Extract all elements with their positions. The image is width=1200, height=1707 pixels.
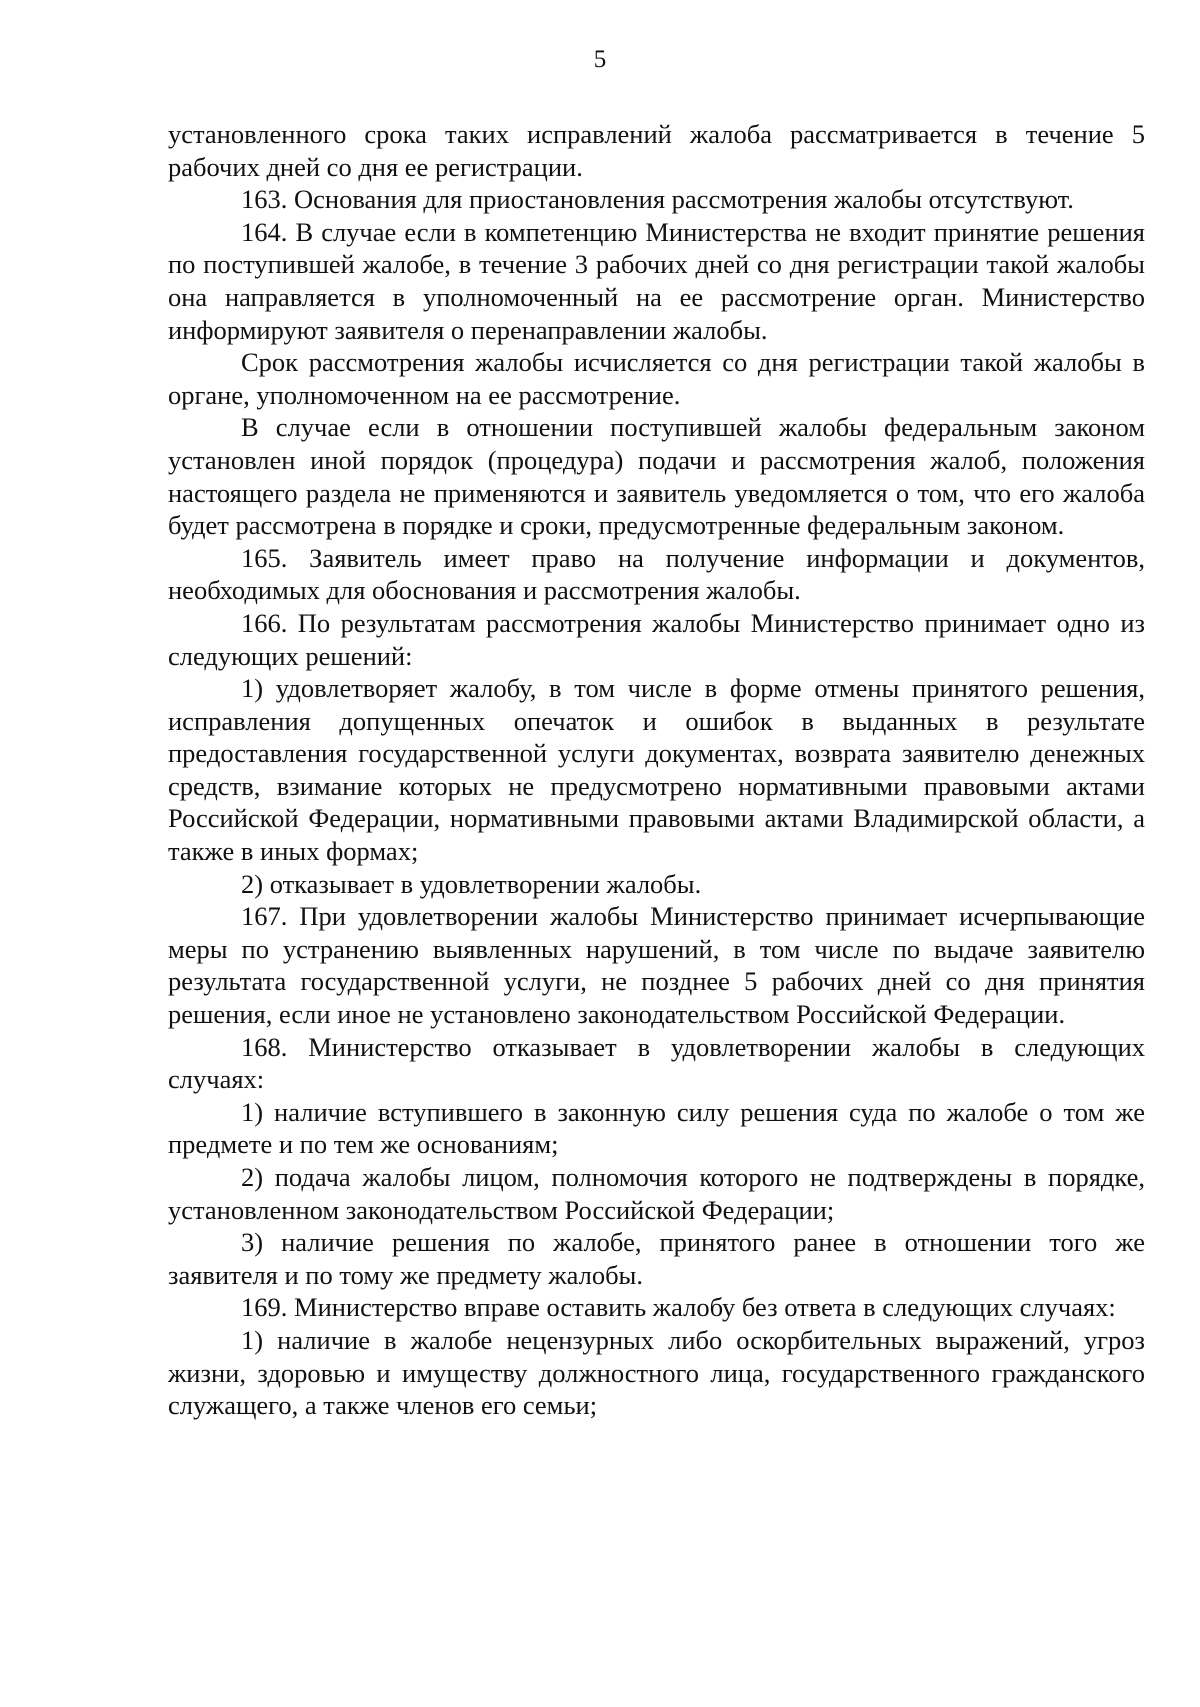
paragraph-168-item-2: 2) подача жалобы лицом, полномочия которого не подтверждены в порядке, установленном законодательством Российской Федерации; bbox=[168, 1162, 1145, 1225]
paragraph-169-item-1: 1) наличие в жалобе нецензурных либо оскорбительных выражений, угроз жизни, здоровью и имуществу должностного лица, государственного гражданского служащего, а также членов его семьи; bbox=[168, 1324, 1145, 1421]
paragraph-166-item-2: 2) отказывает в удовлетворении жалобы. bbox=[241, 868, 702, 899]
paragraph-164: 164. В случае если в компетенцию Министерства не входит принятие решения по поступившей жалобе, в течение 3 рабочих дней со дня регистрации такой жалобы она направляется в уполномоченный на ее рассмотрение орган. Министерство информируют заявителя о перенаправлении жалобы. bbox=[168, 216, 1145, 345]
paragraph-166: 166. По результатам рассмотрения жалобы Министерство принимает одно из следующих решений: bbox=[168, 607, 1145, 671]
paragraph-165: 165. Заявитель имеет право на получение информации и документов, необходимых для обоснования и рассмотрения жалобы. bbox=[168, 542, 1145, 606]
paragraph-164-term: Срок рассмотрения жалобы исчисляется со дня регистрации такой жалобы в органе, уполномоченном на ее рассмотрение. bbox=[168, 347, 1145, 410]
paragraph-169: 169. Министерство вправе оставить жалобу без ответа в следующих случаях: bbox=[241, 1292, 1116, 1323]
paragraph-164-federal-law: В случае если в отношении поступившей жалобы федеральным законом установлен иной порядок (процедура) подачи и рассмотрения жалоб, положения настоящего раздела не применяются и заявитель уведомляется о том, что его жалоба будет рассмотрена в порядке и сроки, предусмотренные федеральным законом. bbox=[168, 412, 1145, 541]
paragraph-167: 167. При удовлетворении жалобы Министерство принимает исчерпывающие меры по устранению выявленных нарушений, в том числе по выдаче заявителю результата государственной услуги, не позднее 5 рабочих дней со дня принятия решения, если иное не установлено законодательством Российской Федерации. bbox=[168, 901, 1145, 1030]
paragraph-168-item-3: 3) наличие решения по жалобе, принятого ранее в отношении того же заявителя и по тому же предмету жалобы. bbox=[168, 1227, 1145, 1290]
paragraph-continuation: установленного срока таких исправлений жалоба рассматривается в течение 5 рабочих дней со дня ее регистрации. bbox=[168, 119, 1145, 182]
page-number: 5 bbox=[593, 46, 607, 73]
paragraph-166-item-1: 1) удовлетворяет жалобу, в том числе в форме отмены принятого решения, исправления допущенных опечаток и ошибок в выданных в результате предоставления государственной услуги документах, возврата заявителю денежных средств, взимание которых не предусмотрено нормативными правовыми актами Российской Федерации, нормативными правовыми актами Владимирской области, а также в иных формах; bbox=[168, 673, 1145, 867]
document-body bbox=[168, 118, 1145, 1422]
paragraph-168-item-1: 1) наличие вступившего в законную силу решения суда по жалобе о том же предмете и по тем же основаниям; bbox=[168, 1096, 1145, 1160]
paragraph-163: 163. Основания для приостановления рассмотрения жалобы отсутствуют. bbox=[241, 184, 1074, 215]
paragraph-168: 168. Министерство отказывает в удовлетворении жалобы в следующих случаях: bbox=[168, 1031, 1145, 1095]
